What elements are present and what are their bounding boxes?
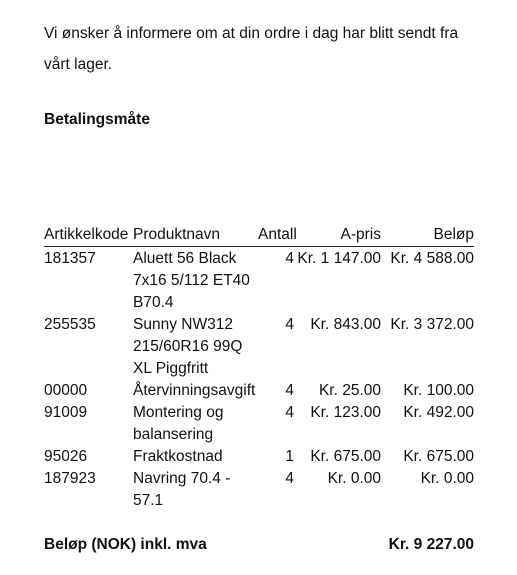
total-value: Kr. 9 227.00 (388, 536, 474, 553)
item-amount: Kr. 4 588.00 (390, 250, 474, 267)
item-qty: 4 (285, 404, 294, 421)
item-amount: Kr. 3 372.00 (390, 316, 474, 333)
table-row (44, 446, 474, 468)
table-row (44, 380, 474, 402)
item-qty: 4 (285, 382, 294, 399)
item-code: 181357 (44, 250, 96, 267)
table-row (44, 314, 474, 380)
table-row (44, 402, 474, 446)
item-name: Återvinningsavgift (133, 382, 256, 399)
item-amount: Kr. 492.00 (403, 404, 474, 421)
column-header-name: Produktnavn (133, 224, 258, 247)
item-name: Navring 70.4 - 57.1 (133, 470, 231, 509)
column-header-amount: Beløp (381, 224, 474, 247)
item-price: Kr. 843.00 (310, 316, 381, 333)
item-amount: Kr. 675.00 (403, 448, 474, 465)
item-qty: 4 (285, 470, 294, 487)
item-qty: 1 (285, 448, 294, 465)
item-price: Kr. 25.00 (318, 382, 381, 399)
column-header-qty: Antall (258, 224, 294, 247)
item-name: Aluett 56 Black 7x16 5/112 ET40 B70.4 (133, 250, 250, 311)
payment-method-heading: Betalingsmåte (44, 111, 150, 128)
item-code: 95026 (44, 448, 88, 465)
item-qty: 4 (285, 250, 294, 267)
column-header-code: Artikkelkode (44, 224, 133, 247)
total-label: Beløp (NOK) inkl. mva (44, 536, 207, 553)
item-code: 255535 (44, 316, 96, 333)
column-header-price: A-pris (294, 224, 381, 247)
order-total (44, 536, 474, 554)
item-amount: Kr. 100.00 (403, 382, 474, 399)
table-header-row (44, 224, 474, 247)
item-name: Montering og balansering (133, 404, 224, 443)
order-shipped-message: Vi ønsker å informere om at din ordre i dag har blitt sendt fra vårt lager. (44, 25, 459, 73)
item-code: 91009 (44, 404, 88, 421)
item-amount: Kr. 0.00 (420, 470, 474, 487)
item-qty: 4 (285, 316, 294, 333)
table-row (44, 247, 474, 315)
order-items-table (44, 224, 474, 512)
item-code: 187923 (44, 470, 96, 487)
item-name: Fraktkostnad (133, 448, 223, 465)
item-price: Kr. 675.00 (310, 448, 381, 465)
item-price: Kr. 0.00 (327, 470, 381, 487)
table-row (44, 468, 474, 512)
item-name: Sunny NW312 215/60R16 99Q XL Piggfritt (133, 316, 243, 377)
item-price: Kr. 123.00 (310, 404, 381, 421)
item-code: 00000 (44, 382, 88, 399)
item-price: Kr. 1 147.00 (297, 250, 381, 267)
